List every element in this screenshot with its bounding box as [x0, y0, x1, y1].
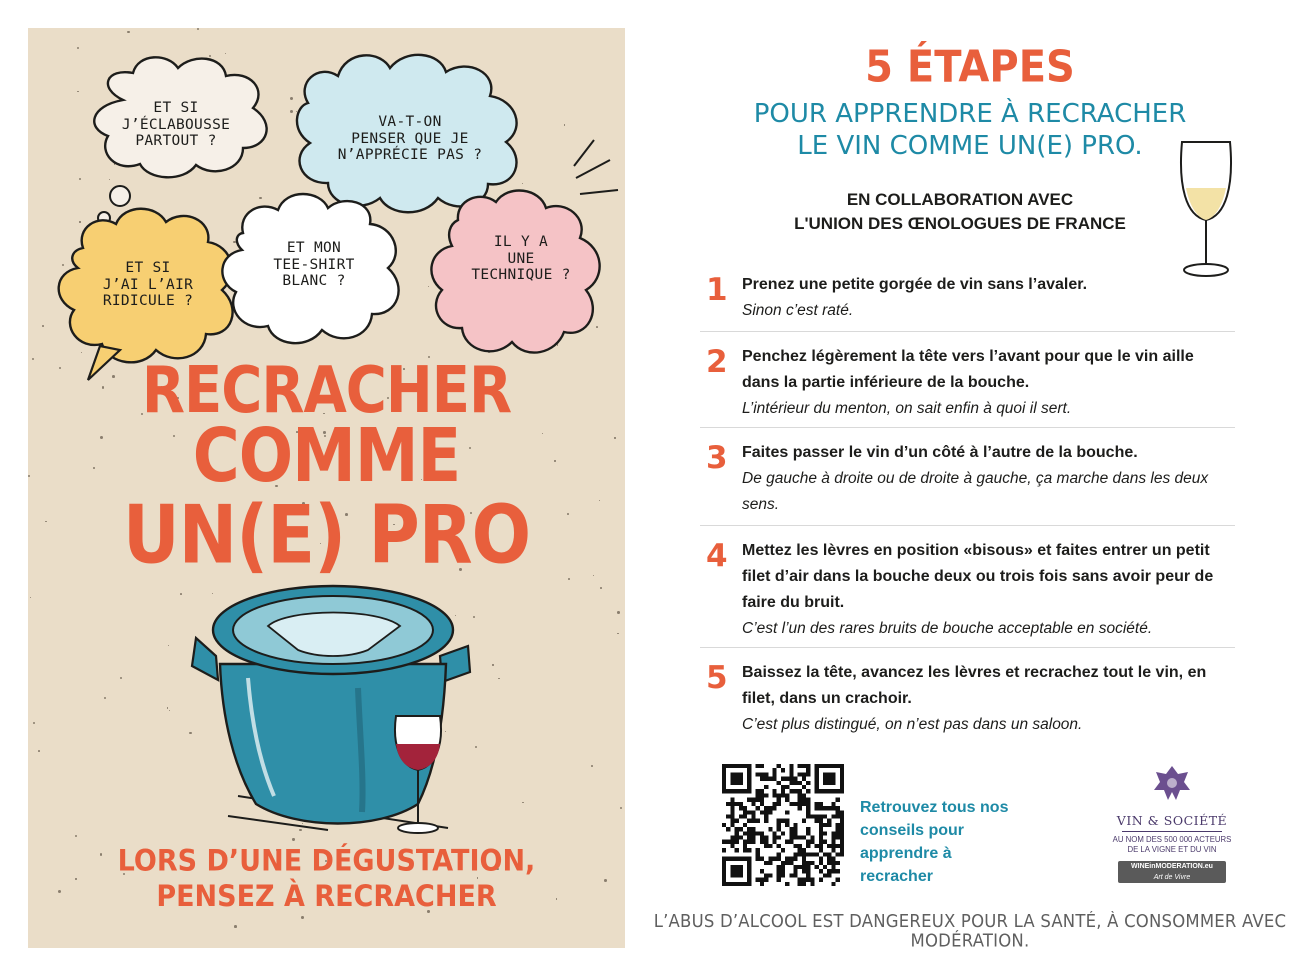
steps-count-title: 5 ÉTAPES: [865, 41, 1075, 93]
collab-line2: L'UNION DES ŒNOLOGUES DE FRANCE: [794, 214, 1126, 233]
step-number: 2: [706, 344, 728, 380]
brand-divider: [1122, 831, 1222, 832]
step-number: 1: [706, 272, 728, 308]
poster-title-line2: COMME: [192, 414, 461, 500]
vin-societe-logo: [1108, 764, 1236, 883]
collab-line1: EN COLLABORATION AVEC: [846, 190, 1074, 209]
poster-footer-line2: PENSEZ À RECRACHER: [156, 880, 497, 914]
burst-lines: [574, 140, 618, 194]
step-note: L’intérieur du menton, on sait enfin à quoi il sert.: [742, 400, 1072, 417]
step-item: [700, 332, 1235, 428]
subtitle-line1: POUR APPRENDRE À RECRACHER: [753, 99, 1187, 129]
steps-list: [700, 262, 1235, 744]
brand-name: VIN & SOCIÉTÉ: [1116, 813, 1228, 828]
step-note: De gauche à droite ou de droite à gauche, ça marche dans les deux sens.: [742, 470, 1209, 513]
step-instruction: Baissez la tête, avancez les lèvres et recrachez tout le vin, en filet, dans un crachoir.: [742, 664, 1207, 707]
poster-title-line1: RECRACHER: [141, 353, 512, 428]
wine-in-moderation-logo: WINEinMODERATION.eu Art de Vivre: [1118, 861, 1226, 883]
step-item: [700, 262, 1235, 332]
step-item: [700, 648, 1235, 744]
bubble-text-teeshirt: ET MON TEE-SHIRT BLANC ?: [273, 240, 355, 289]
collaboration-note: [700, 188, 1220, 236]
step-number: 4: [706, 538, 728, 574]
qr-code[interactable]: [722, 764, 844, 886]
bubble-text-ridicule: ET SI J’AI L’AIR RIDICULE ?: [102, 260, 194, 309]
poster-panel: [28, 28, 625, 948]
poster-footer: [28, 843, 625, 914]
step-number: 3: [706, 440, 728, 476]
spittoon-illustration: [178, 568, 498, 858]
step-item: [700, 526, 1235, 648]
headline-subtitle: [690, 98, 1250, 162]
step-note: C’est l’un des rares bruits de bouche acceptable en société.: [742, 620, 1153, 637]
step-instruction: Faites passer le vin d’un côté à l’autre de la bouche.: [742, 444, 1138, 461]
legal-warning: L’ABUS D’ALCOOL EST DANGEREUX POUR LA SANTÉ, À CONSOMMER AVEC MODÉRATION.: [653, 911, 1287, 951]
subtitle-line2: LE VIN COMME UN(E) PRO.: [797, 131, 1143, 161]
poster-footer-line1: LORS D’UNE DÉGUSTATION,: [117, 844, 536, 878]
bubble-text-eclabousse: ET SI J’ÉCLABOUSSE PARTOUT ?: [121, 100, 231, 149]
step-note: C’est plus distingué, on n’est pas dans un saloon.: [742, 716, 1083, 733]
step-item: [700, 428, 1235, 526]
vine-leaf-icon: [1152, 764, 1192, 804]
qr-caption: Retrouvez tous nos conseils pour apprendre à recracher: [860, 799, 1009, 885]
step-instruction: Mettez les lèvres en position «bisous» et faites entrer un petit filet d’air dans la bouche deux ou trois fois sans avoir peur de faire du bruit.: [742, 542, 1214, 611]
bubble-text-apprecie: VA-T-ON PENSER QUE JE N’APPRÉCIE PAS ?: [337, 114, 483, 163]
poster-title-line3: UN(E) PRO: [122, 487, 531, 583]
step-instruction: Prenez une petite gorgée de vin sans l’avaler.: [742, 276, 1088, 293]
step-number: 5: [706, 660, 728, 696]
step-note: Sinon c’est raté.: [742, 302, 854, 319]
bubble-text-technique: IL Y A UNE TECHNIQUE ?: [471, 234, 571, 283]
step-instruction: Penchez légèrement la tête vers l’avant pour que le vin aille dans la partie inférieure de la bouche.: [742, 348, 1194, 391]
bucket-handle-left-icon: [192, 638, 218, 680]
brand-tagline: AU NOM DES 500 000 ACTEURS DE LA VIGNE ET DU VIN: [1112, 835, 1232, 854]
white-wine-glass-icon: [1178, 136, 1234, 281]
